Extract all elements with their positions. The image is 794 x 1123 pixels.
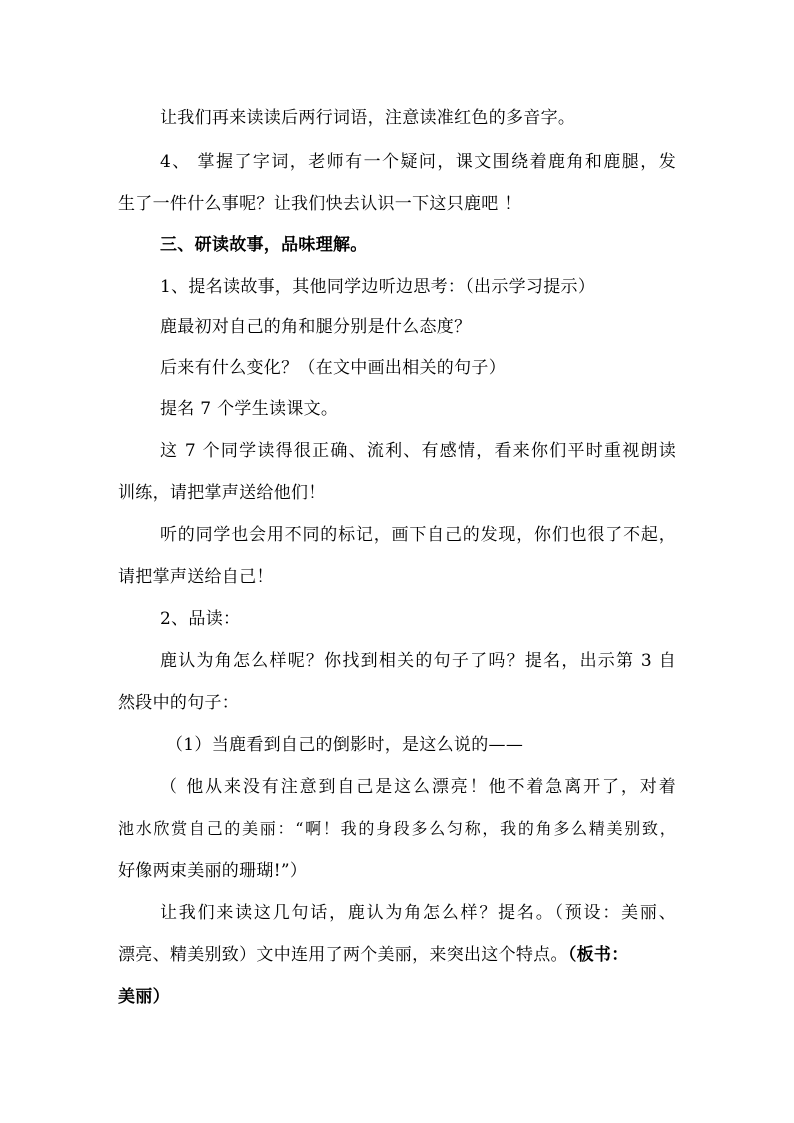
paragraph-line-1: 让我们再来读读后两行词语，注意读准红色的多音字。 — [160, 108, 576, 128]
paragraph-line-21 — [118, 944, 678, 966]
section-heading: 三、研读故事，品味理解。 — [160, 235, 368, 255]
paragraph-line-17: （ 他从来没有注意到自己是这么漂亮！他不着急离开了，对着 — [160, 777, 676, 797]
paragraph-line-2: 4、 掌握了字词，老师有一个疑问，课文围绕着鹿角和鹿腿，发 — [160, 152, 676, 172]
paragraph-line-18: 池水欣赏自己的美丽：“啊！我的身段多么匀称，我的角多么精美别致， — [118, 819, 676, 838]
paragraph-line-12: 请把掌声送给自己！ — [118, 567, 274, 587]
paragraph-line-3: 生了一件什么事呢？让我们快去认识一下这只鹿吧 ！ — [118, 194, 522, 214]
paragraph-line-15: 然段中的句子： — [118, 693, 240, 713]
paragraph-line-13: 2、品读： — [160, 609, 241, 629]
paragraph-line-19: 好像两束美丽的珊瑚!”） — [118, 861, 308, 881]
paragraph-line-5: 1、提名读故事，其他同学边听边思考：（出示学习提示） — [160, 277, 596, 297]
paragraph-line-6: 鹿最初对自己的角和腿分别是什么态度？ — [160, 317, 472, 337]
board-note-end: 美丽） — [118, 987, 170, 1007]
paragraph-line-21-text: 漂亮、精美别致）文中连用了两个美丽，来突出这个特点。 — [118, 945, 568, 965]
board-note-start: （板书： — [567, 945, 629, 965]
paragraph-line-14: 鹿认为角怎么样呢？你找到相关的句子了吗？提名，出示第 3 自 — [160, 651, 676, 671]
paragraph-line-20: 让我们来读这几句话，鹿认为角怎么样？提名。（预设：美丽、 — [160, 903, 676, 923]
paragraph-line-11: 听的同学也会用不同的标记，画下自己的发现，你们也很了不起， — [160, 525, 676, 545]
paragraph-line-7: 后来有什么变化？（在文中画出相关的句子） — [160, 358, 506, 378]
paragraph-line-8: 提名 7 个学生读课文。 — [160, 399, 339, 419]
paragraph-line-16: （1）当鹿看到自己的倒影时，是这么说的—— — [166, 735, 524, 755]
paragraph-line-10: 训练，请把掌声送给他们！ — [118, 483, 326, 503]
paragraph-line-9: 这 7 个同学读得很正确、流利、有感情，看来你们平时重视朗读 — [160, 441, 676, 461]
